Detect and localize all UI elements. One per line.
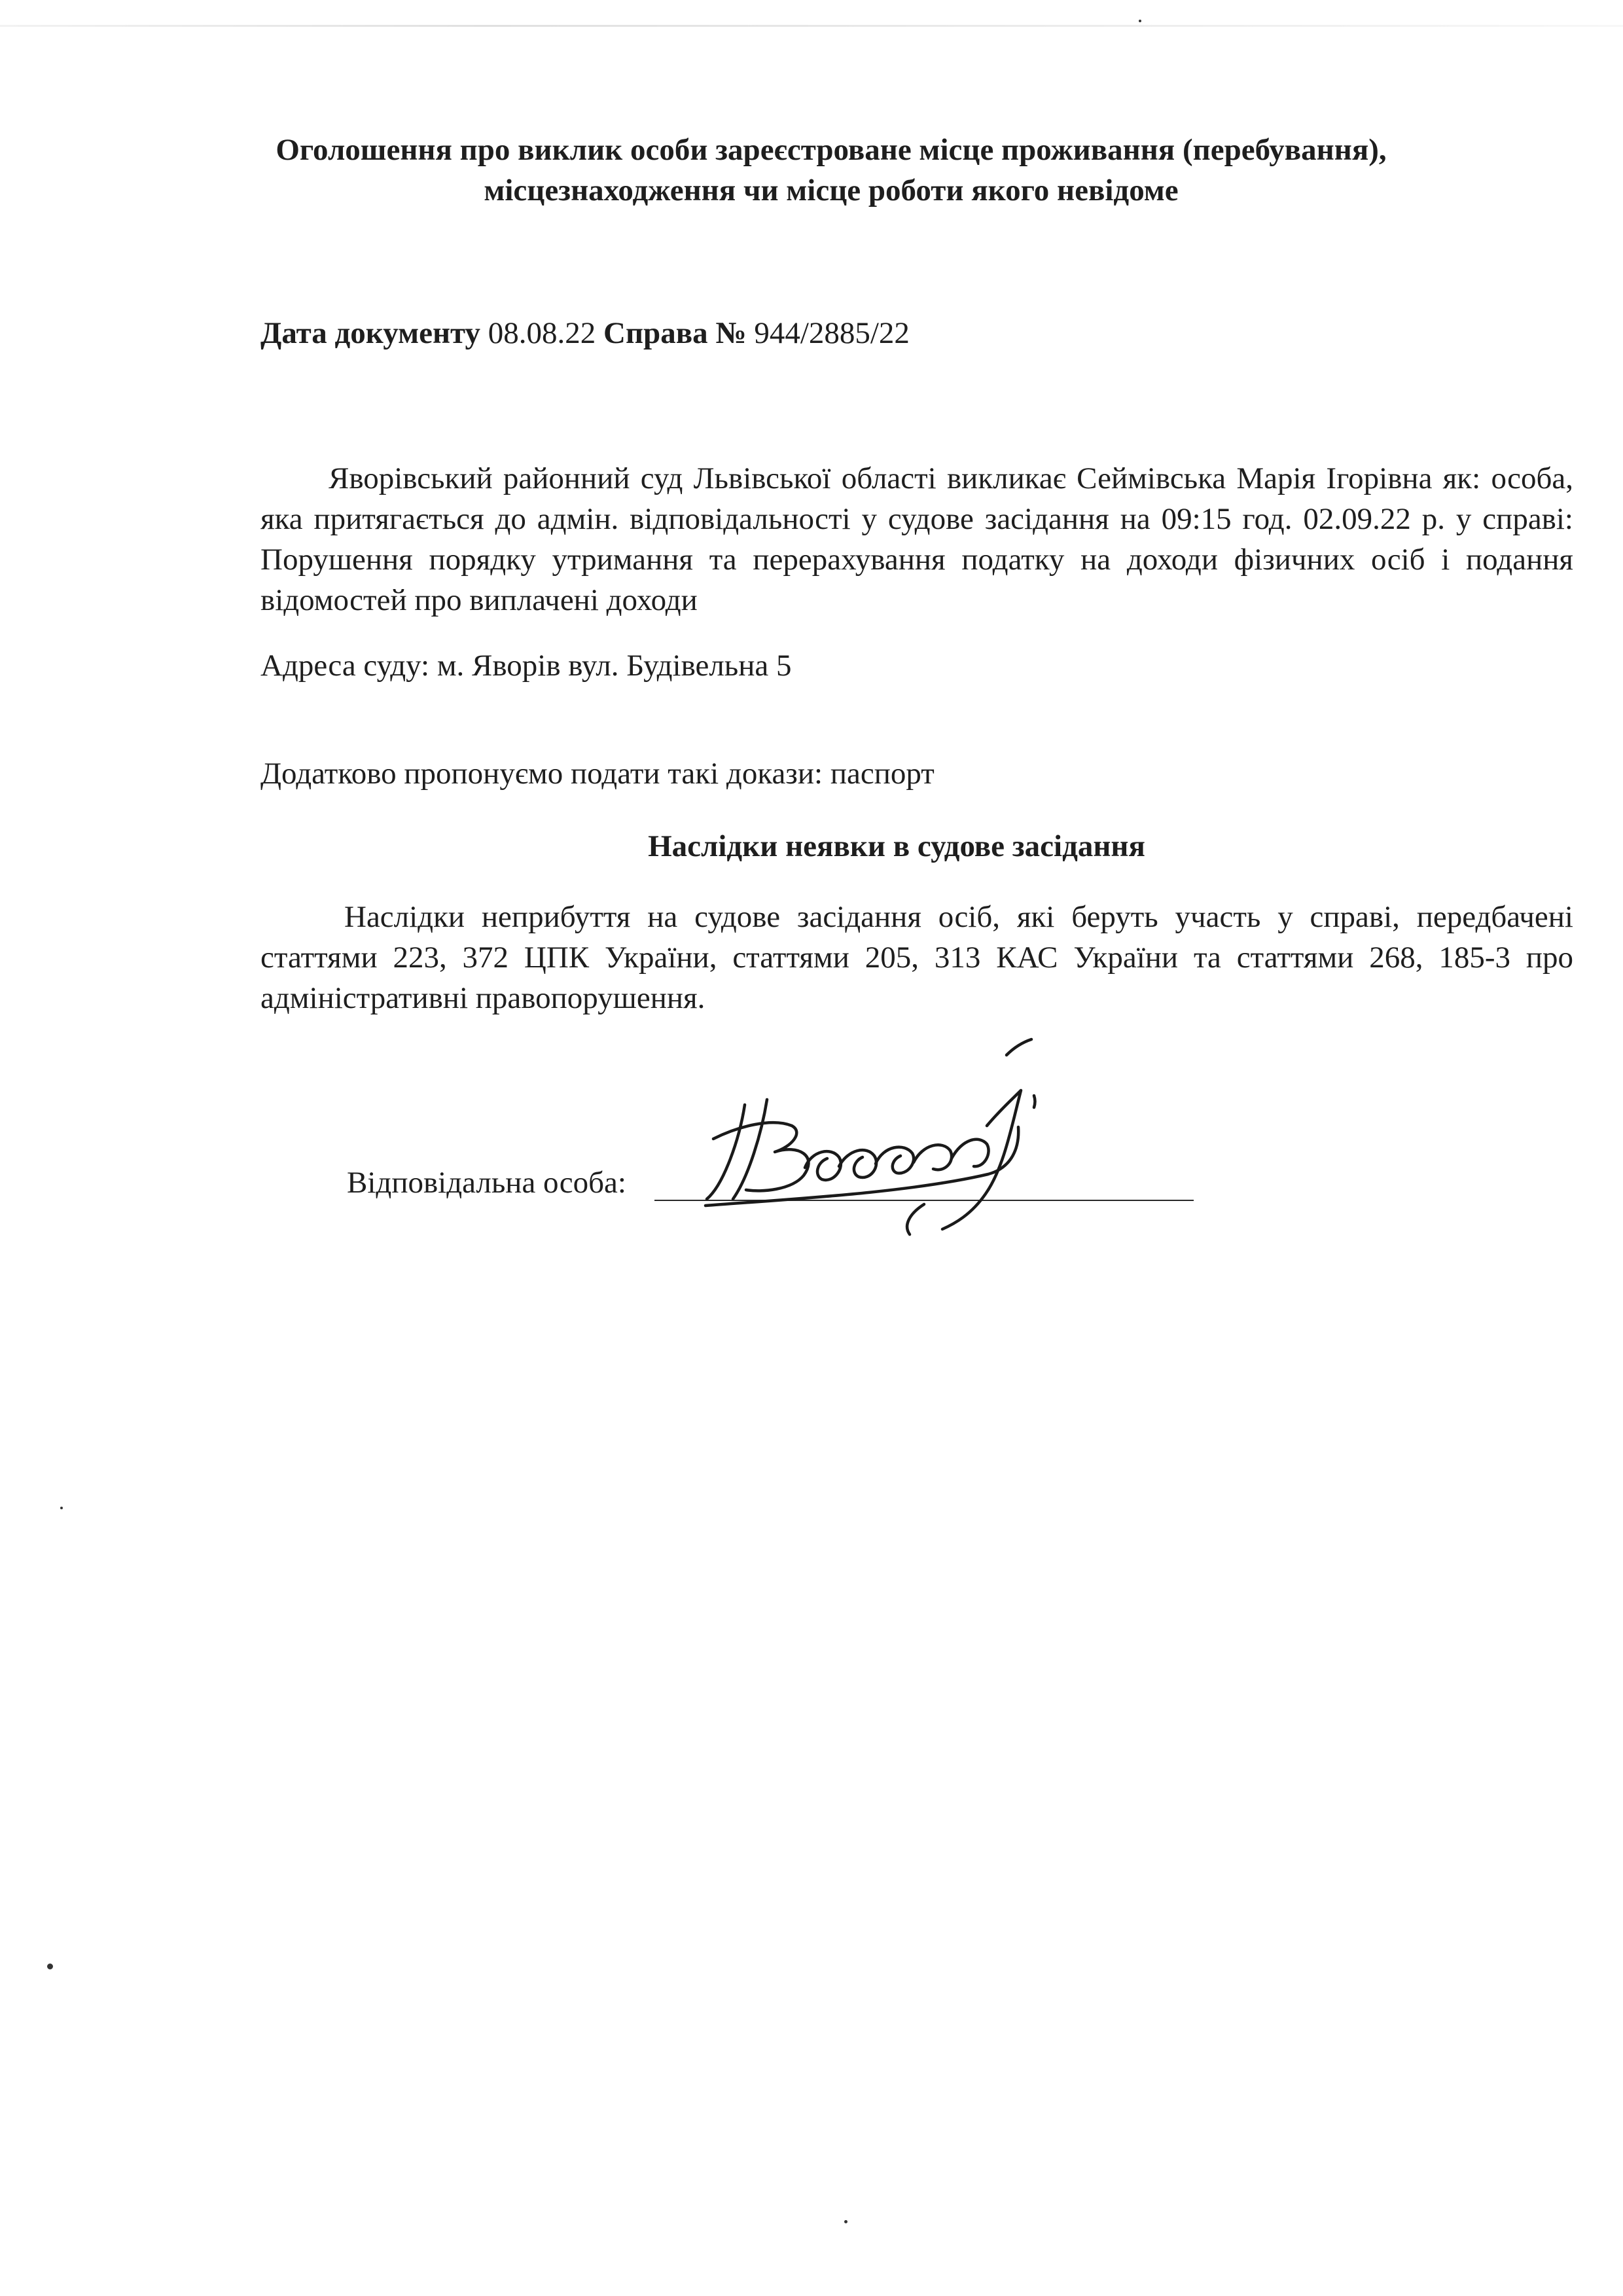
date-value: 08.08.22 (488, 316, 596, 350)
date-label: Дата документу (260, 316, 481, 350)
case-label: Справа № (603, 316, 747, 350)
summons-paragraph: Яворівський районний суд Львівської області викликає Сеймівська Марія Ігорівна як: особа, яка притягається до адмін. відповідальності у судове засідання на 09:15 год. 02.09.22 р. у справі: Порушення порядку утримання та перерахування податку на доходи фізичних осіб і подання відомостей про виплачені доходи (260, 461, 1573, 617)
case-value: 944/2885/22 (754, 316, 910, 350)
document-meta (260, 315, 910, 351)
scan-edge (0, 25, 1623, 27)
extra-evidence: Додатково пропонуємо подати такі докази: паспорт (260, 757, 935, 791)
scan-speck (47, 1964, 53, 1969)
title-line-2: місцезнаходження чи місце роботи якого невідоме (484, 173, 1179, 207)
court-address: Адреса суду: м. Яворів вул. Будівельна 5 (260, 649, 792, 683)
scan-speck (1139, 20, 1141, 22)
consequences-heading: Наслідки неявки в судове засідання (648, 829, 1145, 863)
scan-speck (844, 2220, 847, 2223)
title-line-1: Оголошення про виклик особи зареєстроване місце проживання (перебування), (276, 133, 1387, 167)
scan-speck (60, 1507, 63, 1509)
signature-label: Відповідальна особа: (347, 1166, 626, 1200)
consequences-paragraph: Наслідки неприбуття на судове засідання осіб, які беруть участь у справі, передбачені статтями 223, 372 ЦПК України, статтями 205, 313 КАС України та статтями 268, 185-3 про адміністративні правопорушення. (260, 900, 1573, 1015)
document-title (196, 130, 1466, 211)
handwritten-signature (694, 1028, 1060, 1250)
